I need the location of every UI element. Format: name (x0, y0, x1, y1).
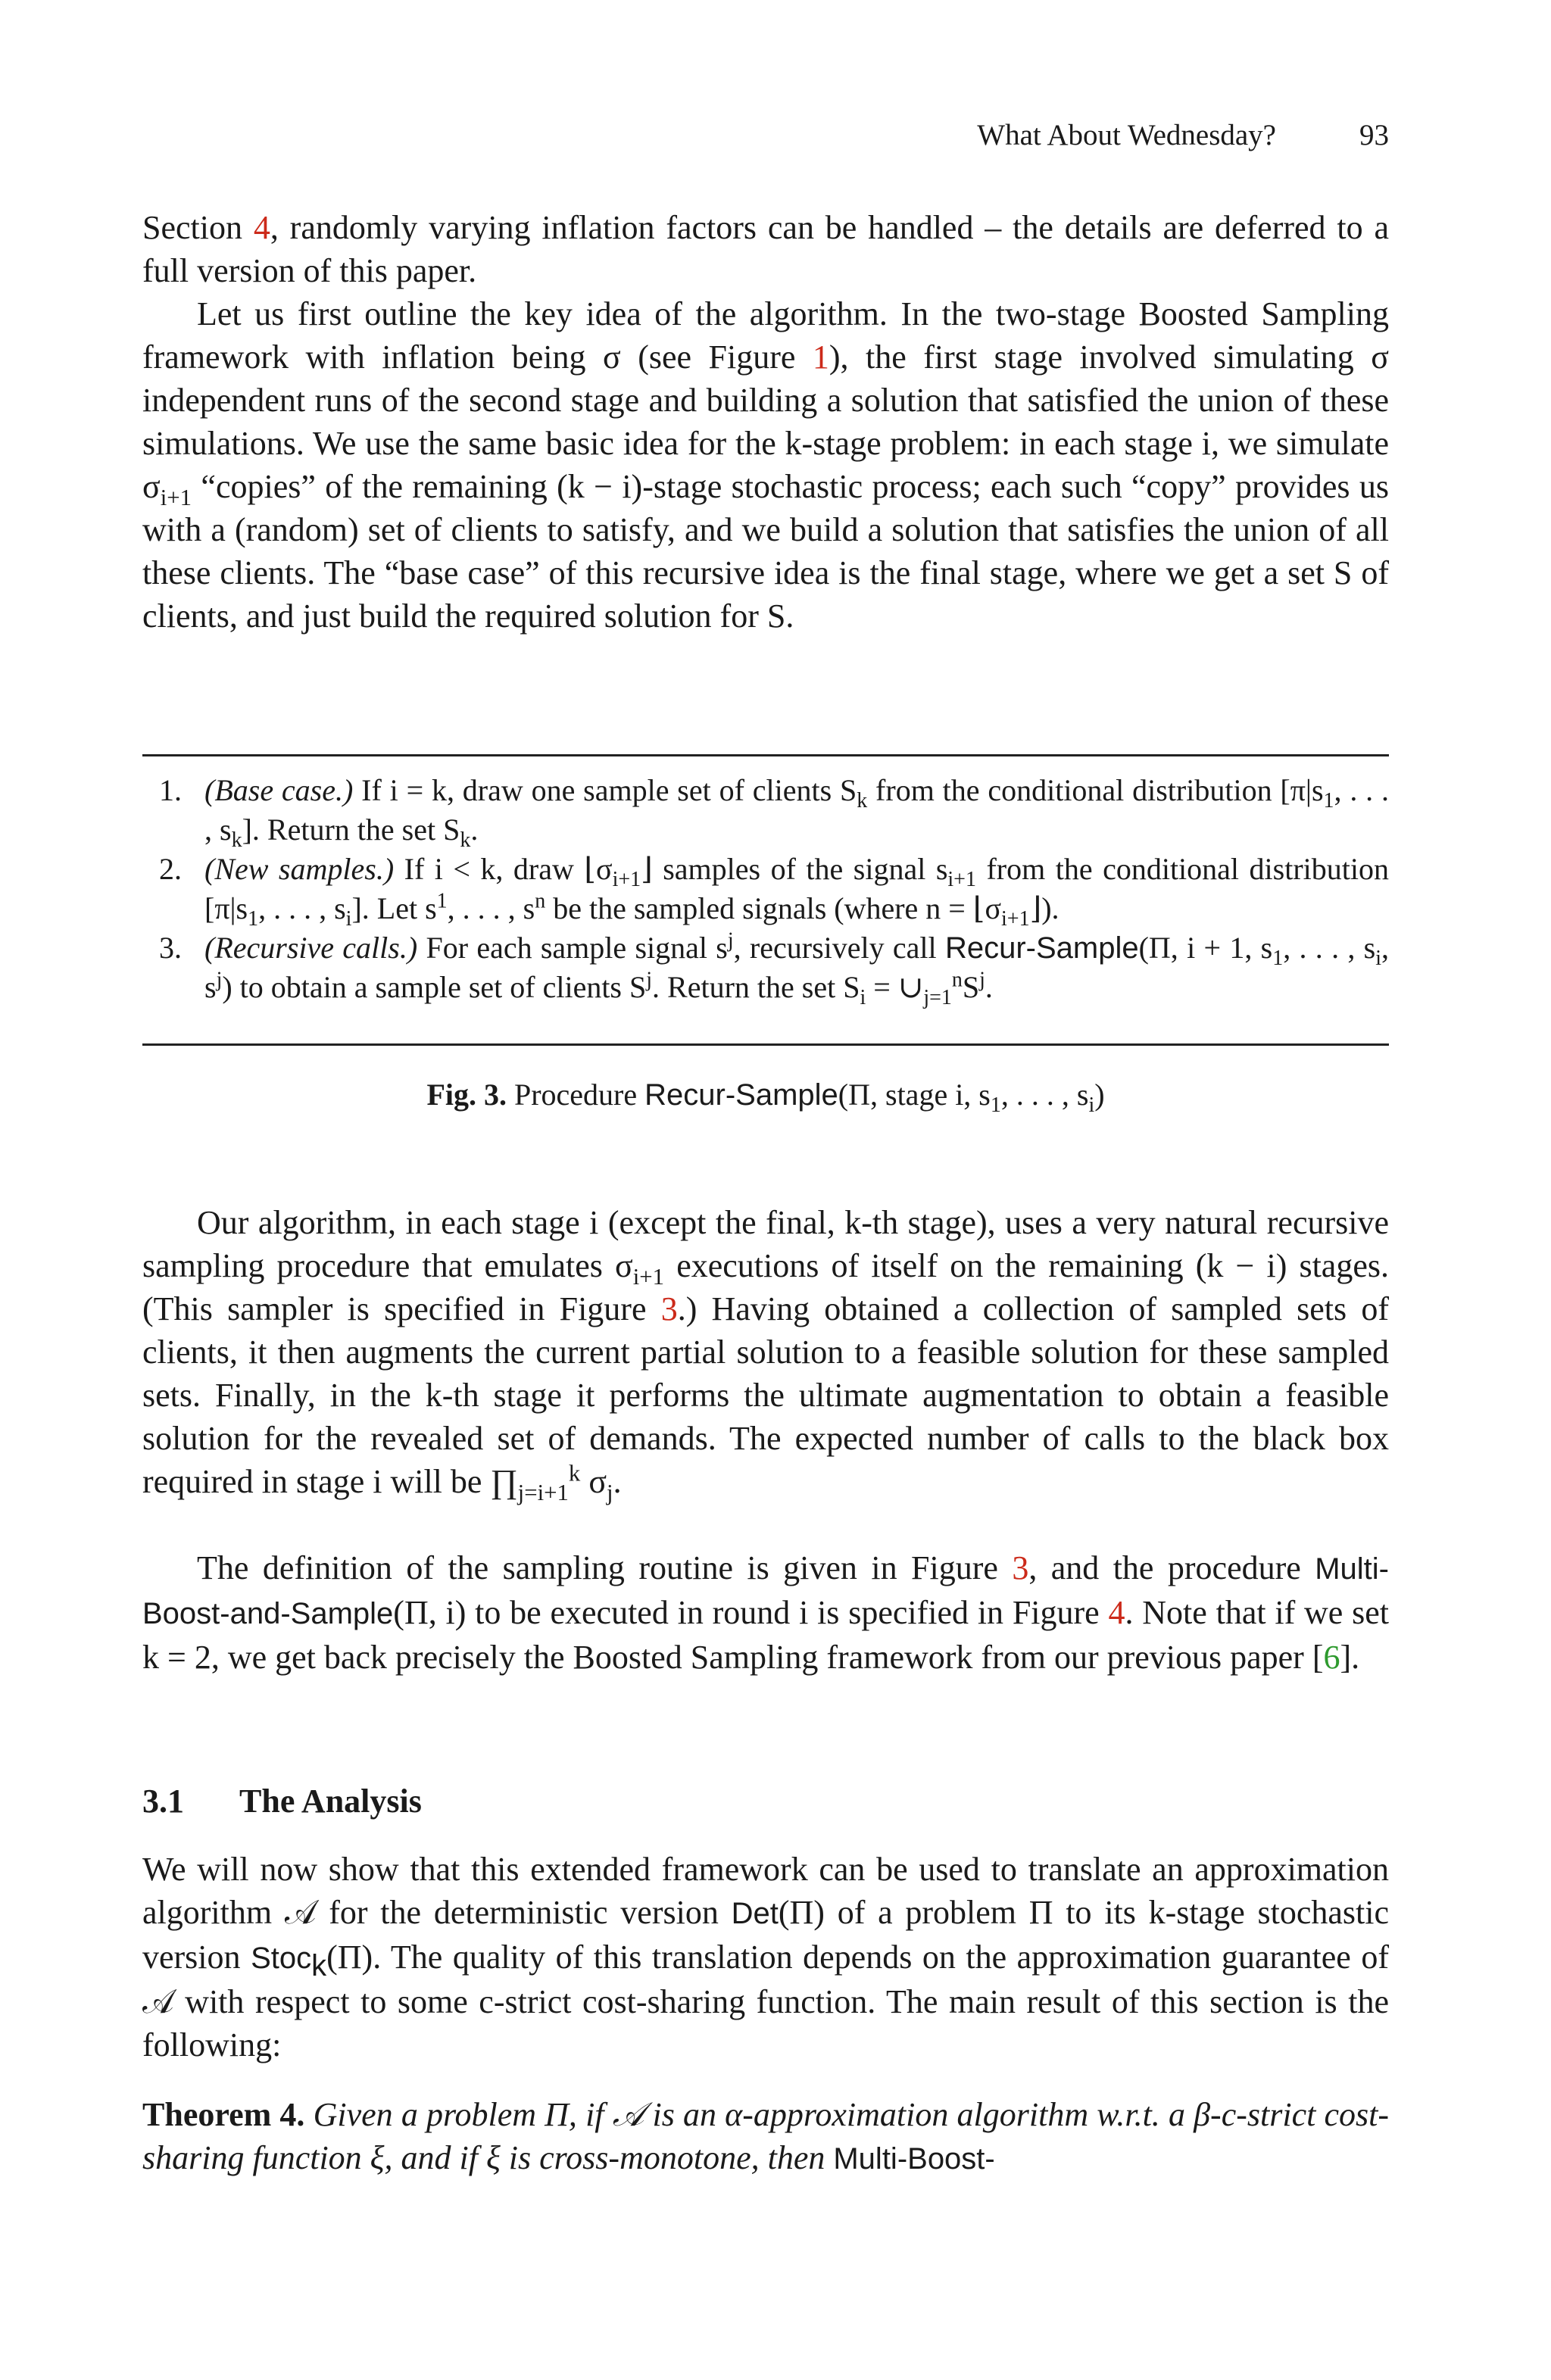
section-heading (142, 1780, 422, 1823)
paragraph-algorithm: Our algorithm, in each stage i (except the final, k-th stage), uses a very natural recursive sampling procedure that emulates $\sigma_{i+1}$ executions of itself on the remaining (k − i) stages. (This sampler is specified in Figure 3.) Having obtained a collection of sampled sets of clients, it then augments the current partial solution to a feasible solution for these sampled sets. Finally, in the k-th stage it performs the ultimate augmentation to obtain a feasible solution for the revealed set of demands. The expected number of calls to the black box required in stage i will be $\prod_{j=i+1}^k$ $\sigma_j$. (142, 1204, 1390, 1505)
figure-caption: Fig. 3. Procedure Recur-Sample(Π, stage i, $s_1$, . . . , $s_i$) (426, 1078, 1105, 1117)
section-number: 3.1 (142, 1783, 184, 1820)
section-title: The Analysis (239, 1783, 422, 1820)
paragraph-analysis: We will now show that this extended framework can be used to translate an approximation algorithm 𝒜 for the deterministic version Det(Π) of a problem Π to its k-stage stochastic version Stoc$_k$(Π). The quality of this translation depends on the approximation guarantee of 𝒜 with respect to some c-strict cost-sharing function. The main result of this section is the following: (142, 1851, 1389, 2063)
theorem-label: Theorem 4. (142, 2096, 305, 2133)
running-head (142, 114, 1389, 156)
figure-top-rule (142, 754, 1389, 756)
paragraph-key-idea: Let us first outline the key idea of the algorithm. In the two-stage Boosted Sampling framework with inflation being σ (see Figure 1), the first stage involved simulating σ independent runs of the second stage and building a solution that satisfied the union of these simulations. We use the same basic idea for the k-stage problem: in each stage i, we simulate $\sigma_{i+1}$ “copies” of the remaining (k − i)-stage stochastic process; each such “copy” provides us with a (random) set of clients to satisfy, and we build a solution that satisfies the union of all these clients. The “base case” of this recursive idea is the final stage, where we get a set S of clients, and just build the required solution for S. (142, 295, 1389, 635)
figure-link-3b[interactable]: 3 (1012, 1549, 1029, 1586)
paragraph-section-ref: Section 4, randomly varying inflation factors can be handled – the details are deferred to a full version of this paper. (142, 209, 1389, 289)
paragraph-definition: The definition of the sampling routine is given in Figure 3, and the procedure Multi-Boost-and-Sample(Π, i) to be executed in round i is specified in Figure 4. Note that if we set k = 2, we get back precisely the Boosted Sampling framework from our previous paper [6]. (142, 1549, 1389, 1676)
figure-link-3[interactable]: 3 (660, 1290, 678, 1327)
figure-link-4[interactable]: 4 (1108, 1594, 1125, 1631)
citation-link-6[interactable]: 6 (1323, 1639, 1340, 1676)
running-title: What About Wednesday? (977, 118, 1276, 151)
procedure-step-new-samples: 2. (New samples.) If i < k, draw $⌊\sigma_{i+1}⌋$ samples of the signal $s_{i+1}$ from the conditional distribution [$\pi|s_1$, . . . , $s_i$]. Let $s^1$, . . . , $s^n$ be the sampled signals (where $n = ⌊\sigma_{i+1}⌋$). (159, 852, 1389, 931)
figure-bottom-rule (142, 1043, 1389, 1046)
procedure-recur-sample (142, 771, 1389, 1007)
procedure-step-base-case: 1. (Base case.) If i = k, draw one sample set of clients $S_k$ from the conditional distribution [$\pi|s_1$, . . . , $s_k$]. Return the set $S_k$. (159, 773, 1390, 852)
theorem-4: Theorem 4. Given a problem Π, if 𝒜 is an α-approximation algorithm w.r.t. a β-c-strict cost-sharing function ξ, and if ξ is cross-monotone, then Multi-Boost- (142, 2096, 1390, 2176)
section-link[interactable]: 4 (253, 209, 270, 246)
page-number: 93 (1359, 118, 1389, 151)
figure-link-1[interactable]: 1 (812, 338, 829, 376)
figure-label: Fig. 3. (426, 1078, 507, 1112)
procedure-step-recursive-calls: 3. (Recursive calls.) For each sample signal $s^j$, recursively call Recur-Sample(Π, i + 1, $s_1$, . . . , $s_i$, $s^j$) to obtain a sample set of clients $S^j$. Return the set $S_i$ = $\cup_{j=1}^nS^j$. (159, 928, 1389, 1009)
